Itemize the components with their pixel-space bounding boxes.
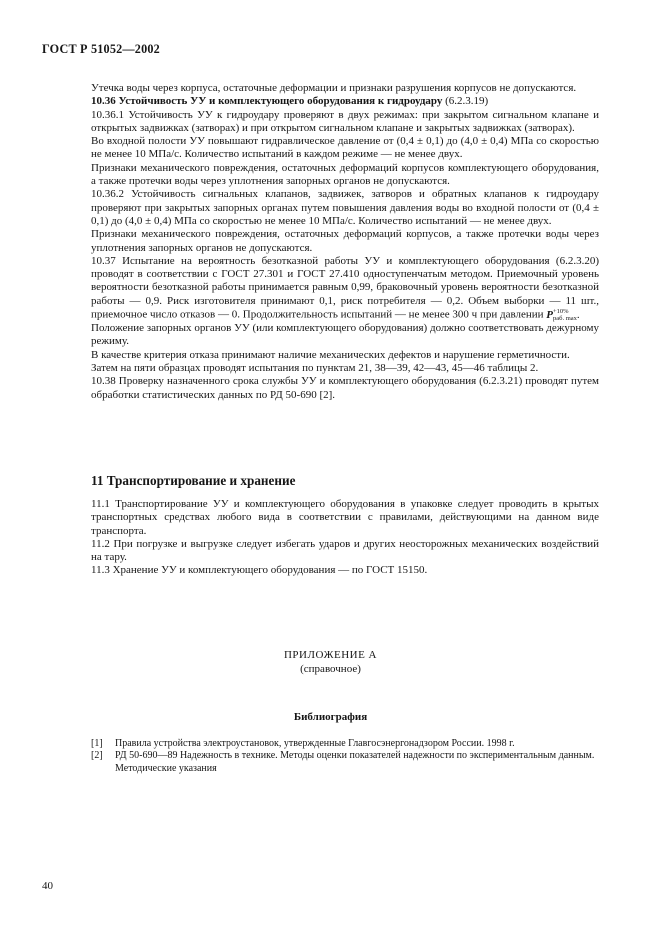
paragraph: 11.3 Хранение УУ и комплектующего оборудования — по ГОСТ 15150. [91, 564, 428, 577]
paragraph: Во входной полости УУ повышают гидравлическое давление от (0,4 ± 0,1) до (4,0 ± 0,4) МПа со скоростью не менее 10 МПа/с. Количество испытаний в каждом режиме — не менее двух. [91, 135, 599, 161]
paragraph: 10.36.2 Устойчивость сигнальных клапанов, задвижек, затворов и обратных клапанов к гидроудару проверяют при закрытых запорных органах путем повышения давления воды во входной полости от (0,4 ± 0,1) до (4,0 ± 0,4) МПа со скоростью не менее 10 МПа/с. Количество испытаний — не менее двух. [91, 188, 599, 227]
paragraph: 10.36.1 Устойчивость УУ к гидроудару проверяют в двух режимах: при закрытом сигнальном клапане и открытых задвижках (затворах) и при открытом сигнальном клапане и закрытых задвижках (затворах). [91, 108, 599, 134]
appendix-header [0, 648, 661, 676]
paragraph: В качестве критерия отказа принимают наличие механических дефектов и нарушение герметичности. [91, 348, 570, 361]
appendix-subtitle: (справочное) [300, 663, 361, 675]
bibliography-title: Библиография [293, 711, 368, 723]
pressure-symbol: P +10% раб. max . [546, 308, 580, 323]
section-10-36-heading [91, 95, 599, 108]
paragraph: 11.1 Транспортирование УУ и комплектующего оборудования в упаковке следует проводить в крытых транспортных средствах любого вида в соответствии с правилами, действующими на данном виде транспорта. [91, 498, 599, 537]
paragraph: Утечка воды через корпуса, остаточные деформации и признаки разрушения корпусов не допускаются. [91, 82, 577, 94]
pressure-sub: раб. max [553, 315, 577, 323]
main-text-block [91, 82, 599, 402]
document-header: ГОСТ Р 51052—2002 [42, 42, 160, 56]
section-11-heading: 11 Транспортирование и хранение [91, 473, 296, 488]
section-11-text [91, 498, 599, 578]
pressure-sup: +10% [553, 308, 569, 316]
appendix-title: ПРИЛОЖЕНИЕ А [283, 649, 377, 661]
paragraph: Затем на пяти образцах проводят испытания по пунктам 21, 38—39, 42—43, 45—46 таблицы 2. [91, 361, 539, 374]
bibliography-number: [2] [91, 750, 103, 762]
section-ref: (6.2.3.19) [445, 95, 489, 108]
bibliography-number: [1] [91, 738, 103, 749]
paragraph-text: 10.37 Испытание на вероятность безотказной работы УУ и комплектующего оборудования (6.2.3.20) проводят в соответствии с ГОСТ 27.301 и ГОСТ 27.410 одноступенчатым методом. Приемочный уровень вероятности безотказной работы принимается равным 0,99, браковочный уровень вероятности безотказной работы — 0,9. Риск изготовителя принимают 0,1, риск потребителя — 0,2. Объем выборки — 11 шт., приемочное число отказов — 0. Продолжительность испытаний — не менее 300 ч при давлении [91, 254, 599, 321]
paragraph-10-37 [91, 255, 599, 322]
paragraph: 11.2 При погрузке и выгрузке следует избегать ударов и других неосторожных механических воздействий на тару. [91, 537, 599, 564]
page-number: 40 [42, 880, 53, 892]
paragraph: Признаки механического повреждения, остаточных деформаций корпусов, а также протечки воды через уплотнения запорных органов не допускаются. [91, 228, 599, 254]
paragraph: Положение запорных органов УУ (или комплектующего оборудования) должно соответствовать дежурному режиму. [91, 322, 599, 348]
bibliography-item [91, 738, 599, 750]
paragraph: Признаки механического повреждения, остаточных деформаций корпусов комплектующего оборудования, а также протечки воды через уплотнения запорных органов не допускаются. [91, 161, 599, 188]
bibliography-list [91, 738, 599, 775]
bibliography-text: Правила устройства электроустановок, утвержденные Главгосэнергонадзором России. 1998 г. [115, 738, 515, 749]
section-heading-text: 10.36 Устойчивость УУ и комплектующего оборудования к гидроудару [91, 95, 443, 108]
paragraph: 10.38 Проверку назначенного срока службы УУ и комплектующего оборудования (6.2.3.21) проводят путем обработки статистических данных по РД 50-690 [2]. [91, 375, 599, 401]
pressure-letter: P [546, 308, 554, 321]
bibliography-item [91, 750, 599, 775]
bibliography-text: РД 50-690—89 Надежность в технике. Методы оценки показателей надежности по экспериментальным данным. Методические указания [115, 750, 595, 774]
